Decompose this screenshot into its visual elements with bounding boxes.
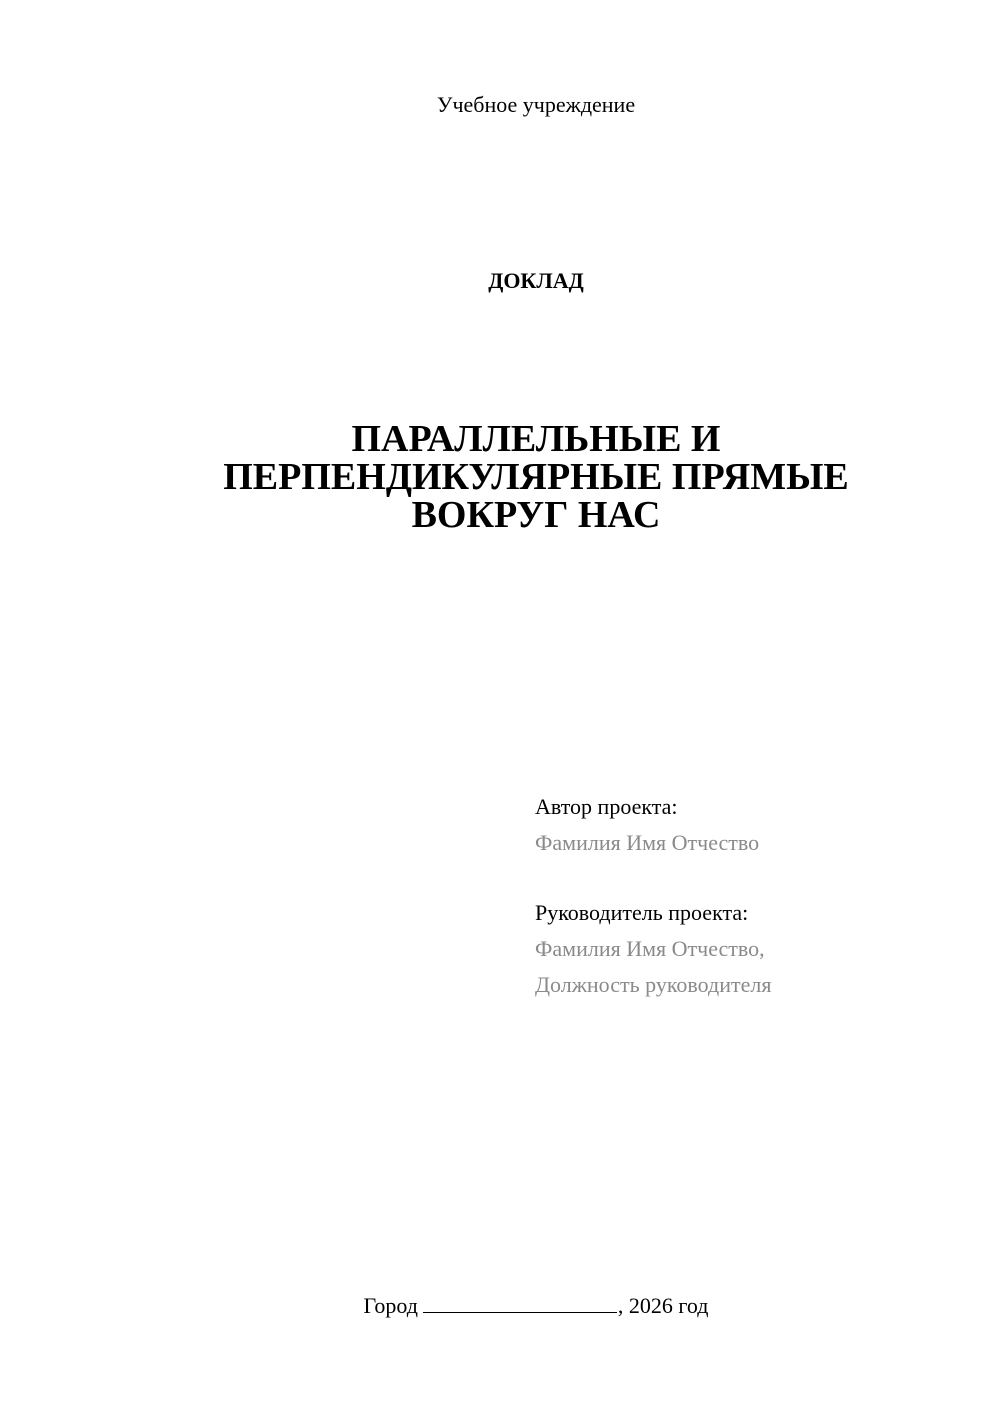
author-label: Автор проекта: [535, 794, 678, 819]
city-label: Город [363, 1293, 418, 1318]
title-line-3: ВОКРУГ НАС [411, 494, 661, 536]
supervisor-name: Фамилия Имя Отчество, [535, 936, 765, 961]
author-name: Фамилия Имя Отчество [535, 830, 760, 855]
city-blank-line [423, 1290, 617, 1313]
title-line-2: ПЕРПЕНДИКУЛЯРНЫЕ ПРЯМЫЕ [223, 456, 849, 498]
document-type: ДОКЛАД [488, 268, 584, 293]
supervisor-label: Руководитель проекта: [535, 900, 749, 925]
footer-city-year [0, 1290, 1000, 1321]
credits-spacer [535, 861, 771, 895]
credits-block [535, 789, 771, 1003]
document-title [0, 420, 1000, 534]
institution-name: Учебное учреждение [436, 92, 636, 117]
supervisor-position: Должность руководителя [535, 972, 772, 997]
year-text: , 2026 год [617, 1293, 709, 1318]
title-line-1: ПАРАЛЛЕЛЬНЫЕ И [351, 418, 721, 460]
